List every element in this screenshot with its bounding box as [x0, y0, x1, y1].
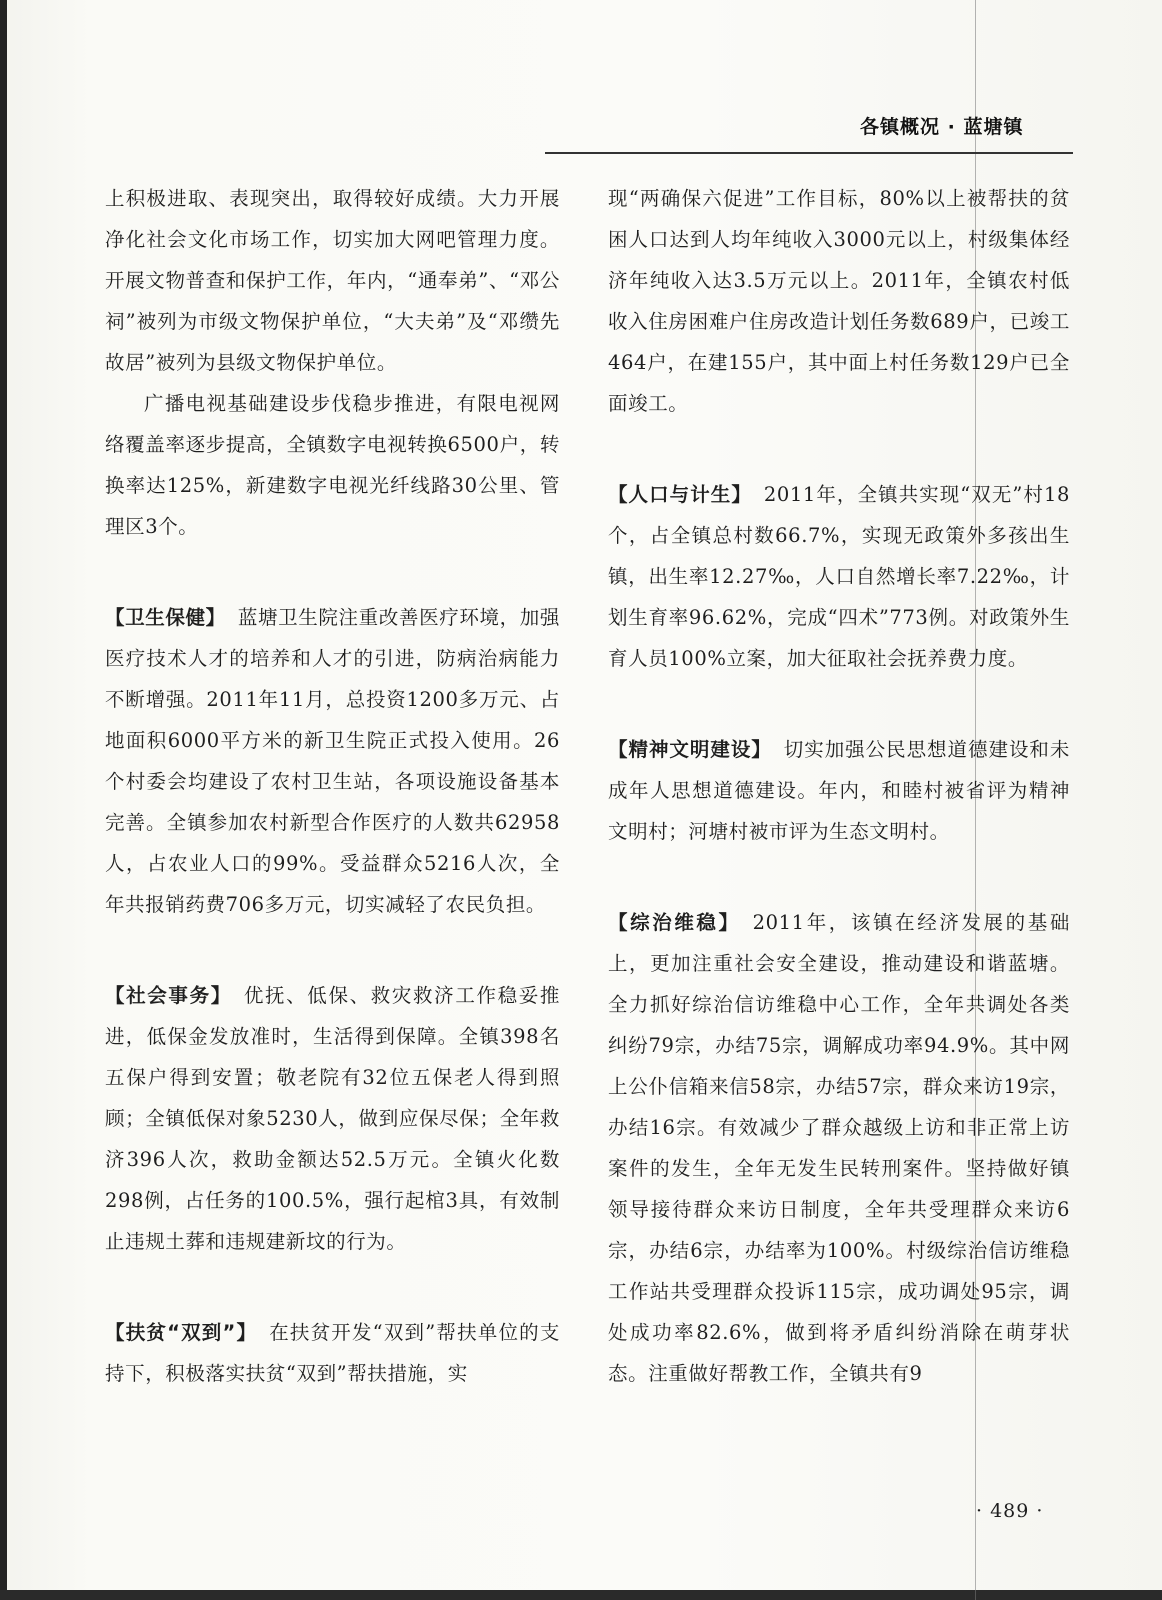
section-title-population: 【人口与计生】 [608, 483, 752, 506]
section-social-affairs [105, 975, 560, 1262]
section-gap [105, 1262, 560, 1312]
page-number: · 489 · [976, 1500, 1044, 1522]
running-header: 各镇概况 · 蓝塘镇 [860, 116, 1024, 138]
section-body-health: 蓝塘卫生院注重改善医疗环境，加强医疗技术人才的培养和人才的引进，防病治病能力不断增强。2011年11月，总投资1200多万元、占地面积6000平方米的新卫生院正式投入使用。26个村委会均建设了农村卫生站，各项设施设备基本完善。全镇参加农村新型合作医疗的人数共62958人，占农业人口的99%。受益群众5216人次，全年共报销药费706多万元，切实减轻了农民负担。 [105, 606, 560, 916]
section-civilization [608, 729, 1070, 852]
section-body-social-affairs: 优抚、低保、救灾救济工作稳妥推进，低保金发放准时，生活得到保障。全镇398名五保户得到安置；敬老院有32位五保老人得到照顾；全镇低保对象5230人，做到应保尽保；全年救济396人次，救助金额达52.5万元。全镇火化数298例，占任务的100.5%，强行起棺3具，有效制止违规土葬和违规建新坟的行为。 [105, 984, 560, 1253]
paragraph-culture-continued: 上积极进取、表现突出，取得较好成绩。大力开展净化社会文化市场工作，切实加大网吧管理力度。开展文物普查和保护工作，年内，“通奉弟”、“邓公祠”被列为市级文物保护单位，“大夫弟”及“邓缵先故居”被列为县级文物保护单位。 [105, 187, 560, 374]
section-body-civilization: 切实加强公民思想道德建设和未成年人思想道德建设。年内，和睦村被省评为精神文明村；河塘村被市评为生态文明村。 [608, 738, 1070, 843]
paragraph-broadcast-tv: 广播电视基础建设步伐稳步推进，有限电视网络覆盖率逐步提高，全镇数字电视转换6500户，转换率达125%，新建数字电视光纤线路30公里、管理区3个。 [105, 392, 560, 538]
section-title-social-affairs: 【社会事务】 [105, 984, 232, 1007]
right-column [608, 178, 1070, 1394]
section-title-civilization: 【精神文明建设】 [608, 738, 772, 761]
header-rule [545, 152, 1073, 154]
section-poverty-relief [105, 1312, 560, 1394]
section-gap [105, 547, 560, 597]
section-gap [608, 424, 1070, 474]
section-title-poverty-relief: 【扶贫“双到”】 [105, 1321, 258, 1344]
section-health [105, 597, 560, 925]
section-body-stability: 2011年，该镇在经济发展的基础上，更加注重社会安全建设，推动建设和谐蓝塘。全力抓好综治信访维稳中心工作，全年共调处各类纠纷79宗，办结75宗，调解成功率94.9%。其中网上公仆信箱来信58宗，办结57宗，群众来访19宗，办结16宗。有效减少了群众越级上访和非正常上访案件的发生，全年无发生民转刑案件。坚持做好镇领导接待群众来访日制度，全年共受理群众来访6宗，办结6宗，办结率为100%。村级综治信访维稳工作站共受理群众投诉115宗，成功调处95宗，调处成功率82.6%，做到将矛盾纠纷消除在萌芽状态。注重做好帮教工作，全镇共有9 [608, 911, 1070, 1385]
section-title-health: 【卫生保健】 [105, 606, 226, 629]
left-column [105, 178, 560, 1394]
section-body-poverty-relief: 在扶贫开发“双到”帮扶单位的支持下，积极落实扶贫“双到”帮扶措施，实 [105, 1321, 560, 1385]
section-gap [608, 679, 1070, 729]
section-body-population: 2011年，全镇共实现“双无”村18个，占全镇总村数66.7%，实现无政策外多孩出生镇，出生率12.27‰，人口自然增长率7.22‰，计划生育率96.62%，完成“四术”773例。对政策外生育人员100%立案，加大征取社会抚养费力度。 [608, 483, 1070, 670]
section-population [608, 474, 1070, 679]
scan-left-edge [0, 0, 7, 1600]
section-stability [608, 902, 1070, 1394]
section-gap [608, 852, 1070, 902]
scan-bottom-edge [0, 1590, 1162, 1600]
section-title-stability: 【综治维稳】 [608, 911, 741, 934]
paragraph-poverty-relief-continued: 现“两确保六促进”工作目标，80%以上被帮扶的贫困人口达到人均年纯收入3000元以上，村级集体经济年纯收入达3.5万元以上。2011年，全镇农村低收入住房困难户住房改造计划任务数689户，已竣工464户，在建155户，其中面上村任务数129户已全面竣工。 [608, 187, 1070, 415]
section-gap [105, 925, 560, 975]
